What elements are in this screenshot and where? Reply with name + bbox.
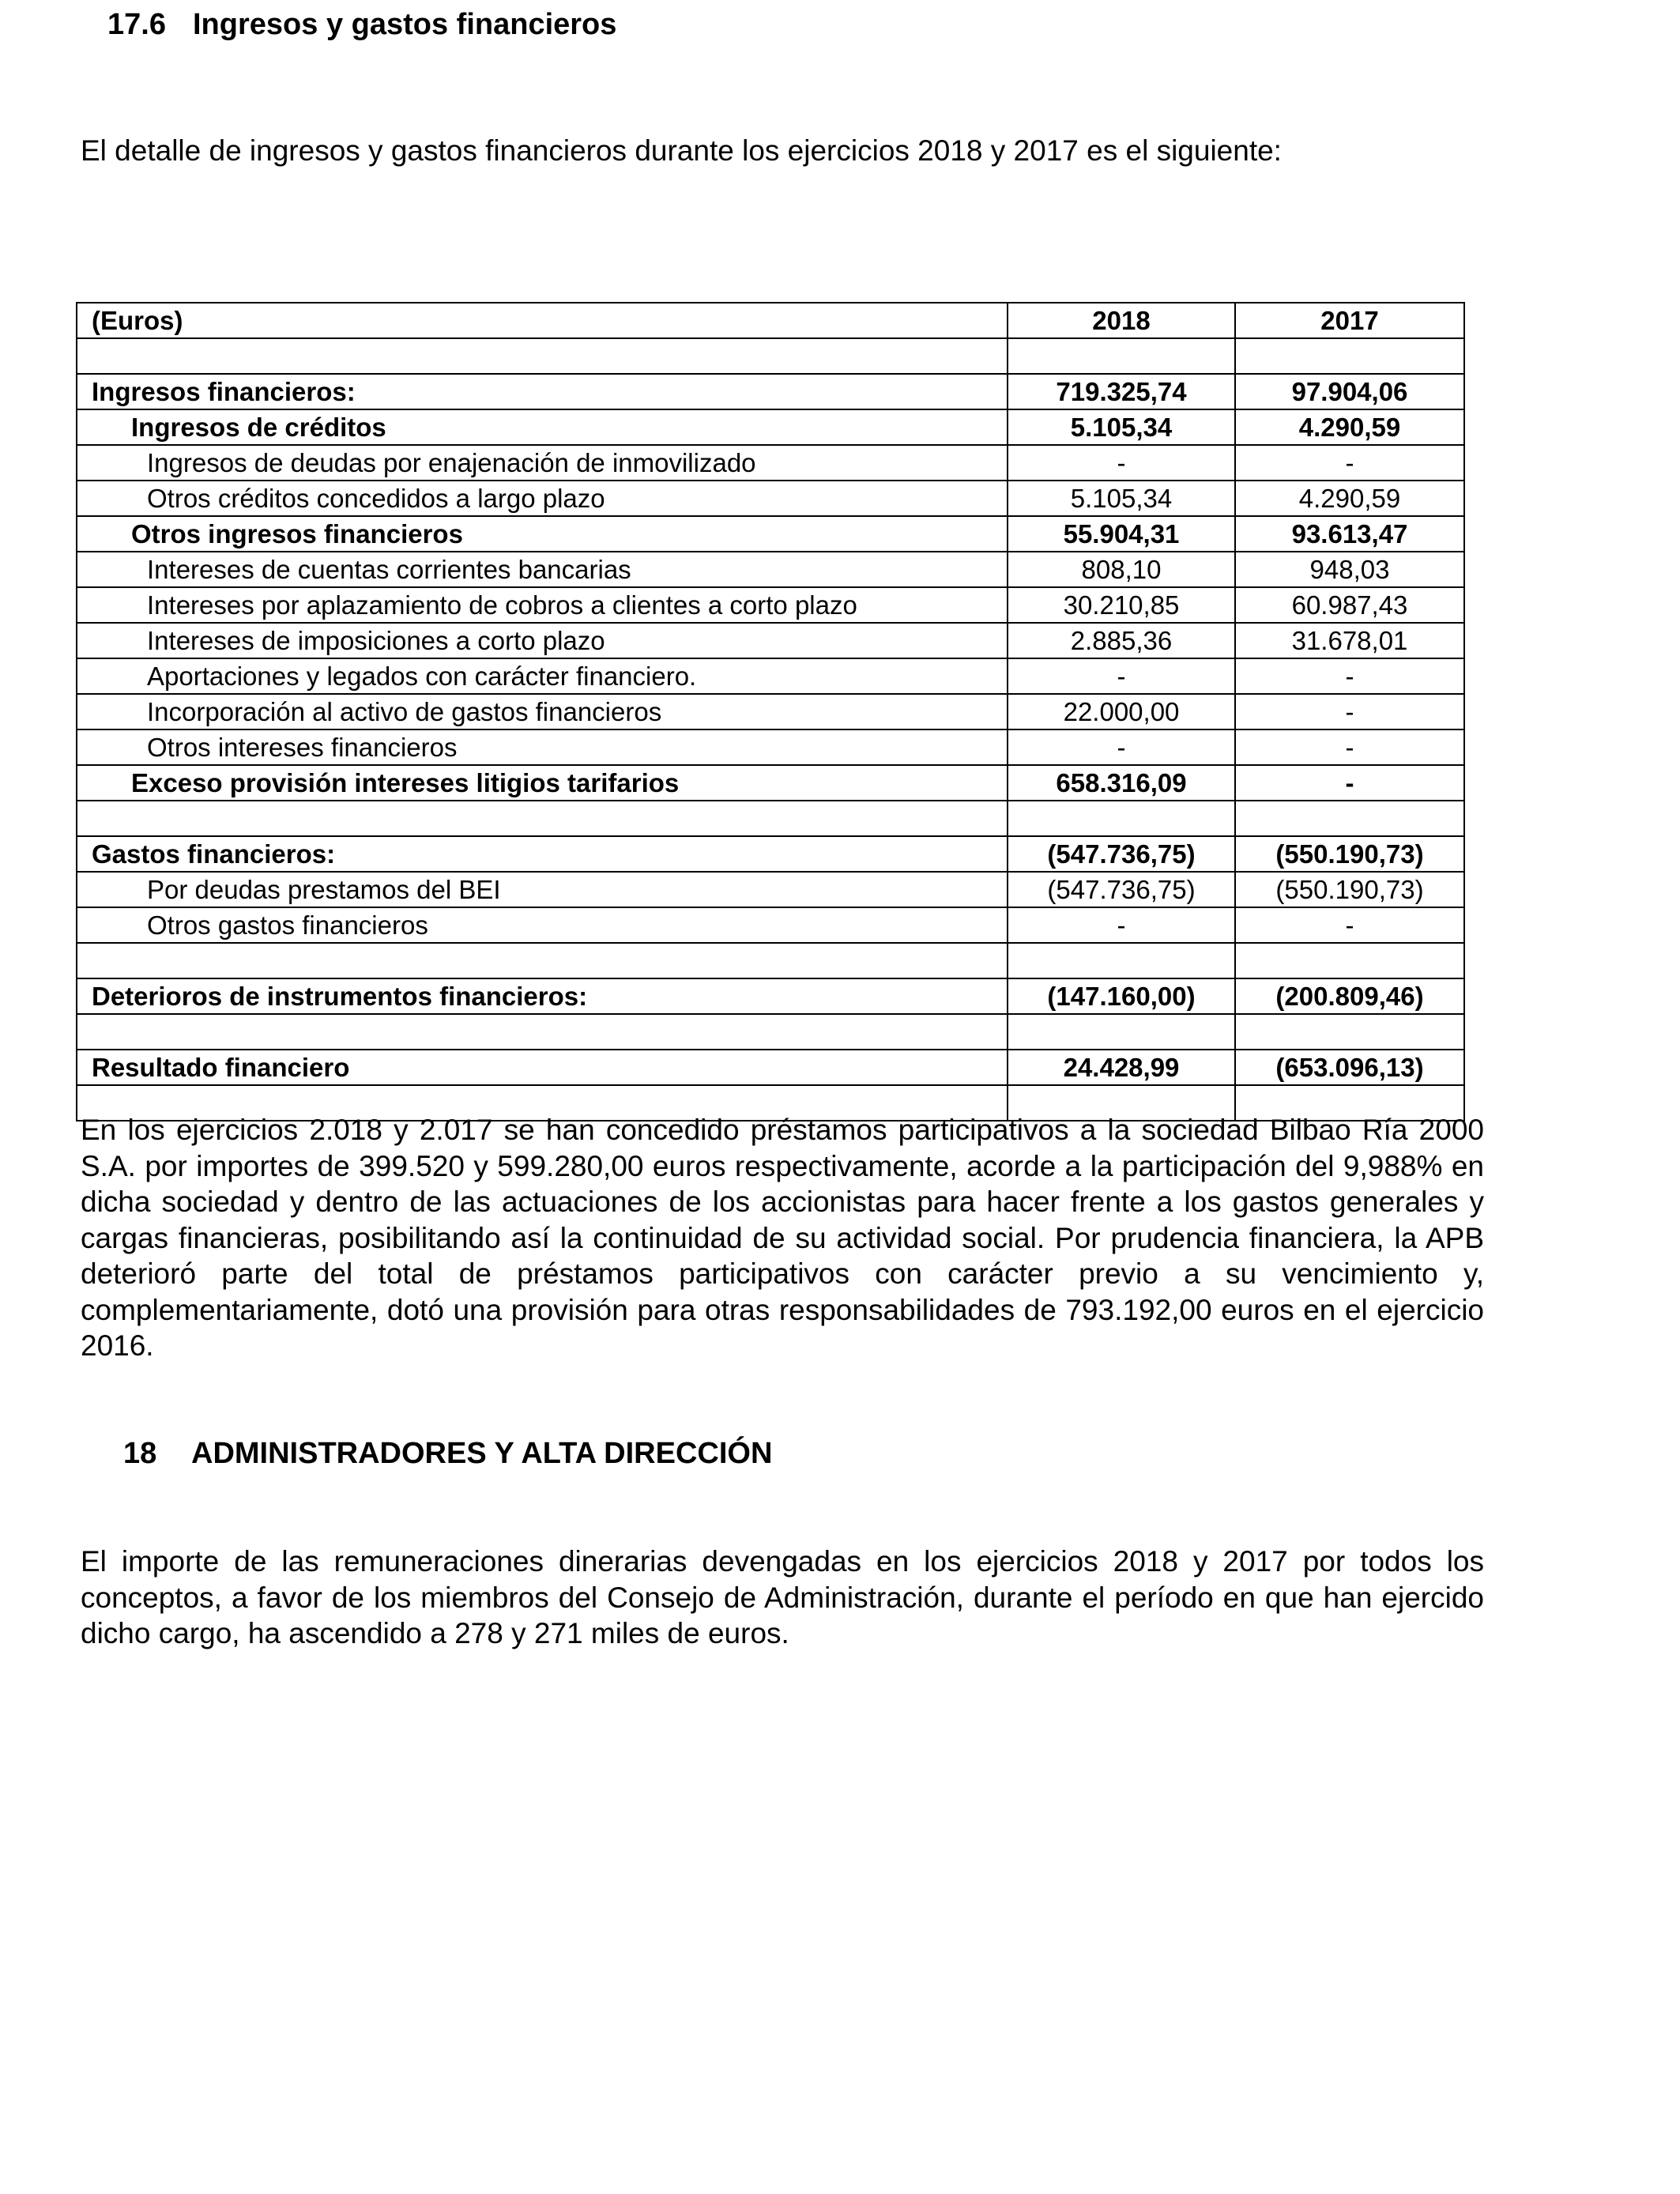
table-body <box>77 338 1464 1121</box>
value-2017: (550.190,73) <box>1235 872 1464 907</box>
value-2018: - <box>1008 445 1235 481</box>
row-label: Resultado financiero <box>77 1050 1008 1085</box>
paragraph-prestamos: En los ejercicios 2.018 y 2.017 se han concedido préstamos participativos a la sociedad Bilbao Ría 2000 S.A. por importes de 399.520 y 599.280,00 euros respectivamente, acorde a la participación del 9,988% en dicha sociedad y dentro de las actuaciones de los accionistas para hacer frente a los gastos generales y cargas financieras, posibilitando así la continuidad de su actividad social. Por prudencia financiera, la APB deterioró parte del total de préstamos participativos con carácter previo a su vencimiento y, complementariamente, dotó una provisión para otras responsabilidades de 793.192,00 euros en el ejercicio 2016. <box>81 1114 1484 1362</box>
value-2017: 97.904,06 <box>1235 374 1464 409</box>
table-row <box>77 694 1464 729</box>
value-2017: - <box>1235 765 1464 801</box>
table-row <box>77 1014 1464 1050</box>
value-2018: - <box>1008 907 1235 943</box>
value-2018: (547.736,75) <box>1008 836 1235 872</box>
row-label: Intereses de imposiciones a corto plazo <box>77 623 1008 658</box>
row-label <box>77 943 1008 978</box>
value-2017: - <box>1235 907 1464 943</box>
value-2018: 24.428,99 <box>1008 1050 1235 1085</box>
table-row <box>77 338 1464 374</box>
paragraph-remuneraciones: El importe de las remuneraciones dinerarias devengadas en los ejercicios 2018 y 2017 por todos los conceptos, a favor de los miembros del Consejo de Administración, durante el período en que han ejercido dicho cargo, ha ascendido a 278 y 271 miles de euros. <box>81 1545 1484 1649</box>
value-2017: 948,03 <box>1235 552 1464 587</box>
row-label: Aportaciones y legados con carácter financiero. <box>77 658 1008 694</box>
row-label: Incorporación al activo de gastos financieros <box>77 694 1008 729</box>
row-label: Intereses por aplazamiento de cobros a clientes a corto plazo <box>77 587 1008 623</box>
value-2017: (653.096,13) <box>1235 1050 1464 1085</box>
table-row <box>77 1050 1464 1085</box>
value-2018: 55.904,31 <box>1008 516 1235 552</box>
value-2018: (147.160,00) <box>1008 978 1235 1014</box>
value-2018: 658.316,09 <box>1008 765 1235 801</box>
header-2017: 2017 <box>1235 303 1464 338</box>
row-label: Ingresos financieros: <box>77 374 1008 409</box>
value-2018 <box>1008 338 1235 374</box>
table-header-row <box>77 303 1464 338</box>
table-row <box>77 409 1464 445</box>
value-2018 <box>1008 943 1235 978</box>
header-label: (Euros) <box>77 303 1008 338</box>
row-label <box>77 801 1008 836</box>
value-2018 <box>1008 801 1235 836</box>
value-2017: (550.190,73) <box>1235 836 1464 872</box>
section-heading-18 <box>123 1437 772 1471</box>
value-2018: (547.736,75) <box>1008 872 1235 907</box>
table-row <box>77 445 1464 481</box>
value-2018: 719.325,74 <box>1008 374 1235 409</box>
section-number: 17.6 <box>107 8 166 41</box>
row-label: Ingresos de deudas por enajenación de inmovilizado <box>77 445 1008 481</box>
value-2017: 31.678,01 <box>1235 623 1464 658</box>
section-number: 18 <box>123 1437 157 1470</box>
row-label: Exceso provisión intereses litigios tarifarios <box>77 765 1008 801</box>
table-row <box>77 516 1464 552</box>
value-2017: 93.613,47 <box>1235 516 1464 552</box>
value-2017: - <box>1235 445 1464 481</box>
value-2018: 2.885,36 <box>1008 623 1235 658</box>
value-2017: (200.809,46) <box>1235 978 1464 1014</box>
table-row <box>77 765 1464 801</box>
value-2018: - <box>1008 658 1235 694</box>
row-label: Gastos financieros: <box>77 836 1008 872</box>
value-2017: - <box>1235 658 1464 694</box>
section-title: ADMINISTRADORES Y ALTA DIRECCIÓN <box>191 1437 773 1470</box>
row-label: Intereses de cuentas corrientes bancarias <box>77 552 1008 587</box>
row-label: Otros ingresos financieros <box>77 516 1008 552</box>
table-row <box>77 729 1464 765</box>
header-2018: 2018 <box>1008 303 1235 338</box>
value-2018 <box>1008 1014 1235 1050</box>
value-2017: - <box>1235 729 1464 765</box>
table-row <box>77 836 1464 872</box>
value-2017: 4.290,59 <box>1235 409 1464 445</box>
row-label <box>77 338 1008 374</box>
value-2018: 808,10 <box>1008 552 1235 587</box>
row-label: Por deudas prestamos del BEI <box>77 872 1008 907</box>
row-label: Deterioros de instrumentos financieros: <box>77 978 1008 1014</box>
value-2017: - <box>1235 694 1464 729</box>
table-row <box>77 943 1464 978</box>
table-row <box>77 623 1464 658</box>
value-2018: 30.210,85 <box>1008 587 1235 623</box>
value-2017: 60.987,43 <box>1235 587 1464 623</box>
financial-table <box>76 302 1465 1122</box>
table-row <box>77 552 1464 587</box>
table-row <box>77 801 1464 836</box>
value-2018: - <box>1008 729 1235 765</box>
section-heading-17-6 <box>107 8 616 42</box>
table-row <box>77 872 1464 907</box>
value-2018: 5.105,34 <box>1008 481 1235 516</box>
value-2017 <box>1235 1014 1464 1050</box>
table-row <box>77 587 1464 623</box>
table-row <box>77 658 1464 694</box>
value-2017 <box>1235 943 1464 978</box>
value-2018: 5.105,34 <box>1008 409 1235 445</box>
intro-text: El detalle de ingresos y gastos financieros durante los ejercicios 2018 y 2017 es el siguiente: <box>81 134 1282 167</box>
table-row <box>77 481 1464 516</box>
table-row <box>77 374 1464 409</box>
section-title: Ingresos y gastos financieros <box>193 8 617 41</box>
table-row <box>77 907 1464 943</box>
value-2018: 22.000,00 <box>1008 694 1235 729</box>
row-label: Otros gastos financieros <box>77 907 1008 943</box>
table-row <box>77 978 1464 1014</box>
value-2017 <box>1235 801 1464 836</box>
value-2017: 4.290,59 <box>1235 481 1464 516</box>
row-label: Ingresos de créditos <box>77 409 1008 445</box>
value-2017 <box>1235 338 1464 374</box>
row-label: Otros intereses financieros <box>77 729 1008 765</box>
row-label <box>77 1014 1008 1050</box>
row-label: Otros créditos concedidos a largo plazo <box>77 481 1008 516</box>
